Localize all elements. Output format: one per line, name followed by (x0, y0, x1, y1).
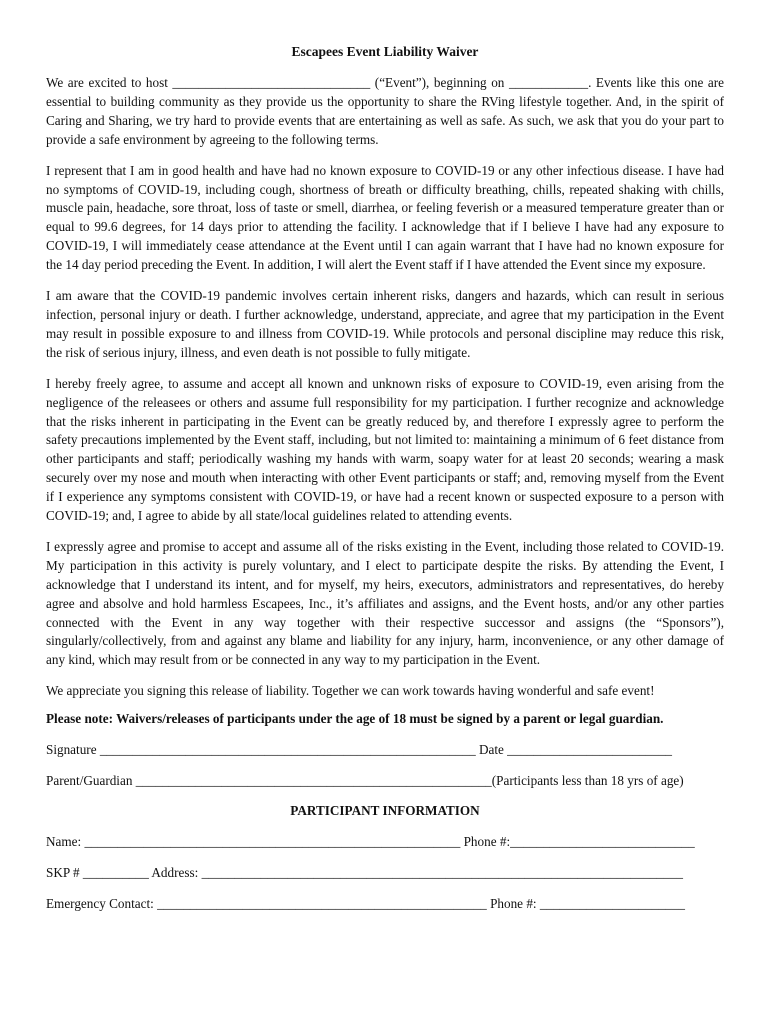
guardian-note: Please note: Waivers/releases of participants under the age of 18 must be signed by a parent or legal guardian. (46, 711, 664, 727)
signature-date-line[interactable]: Signature _________________________________________________________ Date _________________________ (46, 742, 673, 758)
release-paragraph: I expressly agree and promise to accept and assume all of the risks existing in the Event, including those related to COVID-19. My participation in this activity is purely voluntary, and I elect to participate despite the risks. By attending the Event, I acknowledge that I understand its intent, and for myself, my heirs, executors, administrators and representatives, do hereby agree and absolve and hold harmless Escapees, Inc., it’s affiliates and assigns, and the Event hosts, and/or any other parties connected with the Event in any way together with their respective successor and assigns (the “Sponsors”), singularly/collectively, from and against any blame and liability for any injury, harm, inconvenience, or any other damage of any kind, which may result from or be connected in any way to my participation in the Event. (46, 538, 724, 668)
page-title: Escapees Event Liability Waiver (291, 44, 479, 59)
name-phone-line[interactable]: Name: _________________________________________________________ Phone #:____________________________ (46, 834, 695, 850)
intro-paragraph: We are excited to host ______________________________ (“Event”), beginning on ____________. Events like this one are essential to building community as they provide us the opportunity to share the RVing lifestyle together. And, in the spirit of Caring and Sharing, we try hard to provide events that are entertaining as well as safe. As such, we ask that you do your part to provide a safe environment by agreeing to the following terms. (46, 75, 724, 147)
emergency-contact-line[interactable]: Emergency Contact: __________________________________________________ Phone #: ______________________ (46, 896, 685, 912)
skp-address-line[interactable]: SKP # __________ Address: _________________________________________________________________________ (46, 865, 683, 881)
parent-guardian-line[interactable]: Parent/Guardian ______________________________________________________(Participants less than 18 yrs of age) (46, 773, 684, 789)
participant-info-heading: PARTICIPANT INFORMATION (290, 803, 480, 819)
health-representation-paragraph: I represent that I am in good health and have had no known exposure to COVID-19 or any other infectious disease. I have had no symptoms of COVID-19, including cough, shortness of breath or difficulty breathing, chills, repeated shaking with chills, muscle pain, headache, sore throat, loss of taste or smell, diarrhea, or feeling feverish or a measured temperature greater than or equal to 99.6 degrees, for 14 days prior to attending the facility. I acknowledge that if I believe I have had any exposure to COVID-19, I will immediately cease attendance at the Event until I can again warrant that I have had no known exposure for the 14 day period preceding the Event. In addition, I will alert the Event staff if I have attended the Event since my exposure. (46, 162, 724, 273)
appreciation-paragraph: We appreciate you signing this release of liability. Together we can work towards having wonderful and safe event! (46, 683, 655, 699)
risk-awareness-paragraph: I am aware that the COVID-19 pandemic involves certain inherent risks, dangers and hazards, which can result in serious infection, personal injury or death. I further acknowledge, understand, appreciate, and agree that my participation in the Event may result in possible exposure to and illness from COVID-19. While protocols and personal discipline may reduce this risk, the risk of serious injury, illness, and even death is not possible to fully mitigate. (46, 288, 724, 360)
assumption-of-risk-paragraph: I hereby freely agree, to assume and accept all known and unknown risks of exposure to COVID-19, even arising from the negligence of the releasees or others and assume full responsibility for my participation. I further recognize and acknowledge that the risks inherent in participating in the Event can be greatly reduced by, and therefore I expressly agree to perform the safety precautions implemented by the Event staff, including, but not limited to: maintaining a minimum of 6 feet distance from other participants and staff; periodically washing my hands with warm, soapy water for at least 20 seconds; wearing a mask securely over my nose and mouth when interacting with other Event participants or staff; and, removing myself from the Event if I experience any symptoms consistent with COVID-19, or have had a recent known or suspected exposure to a person with COVID-19; and, I agree to abide by all state/local guidelines related to attending events. (46, 375, 724, 524)
